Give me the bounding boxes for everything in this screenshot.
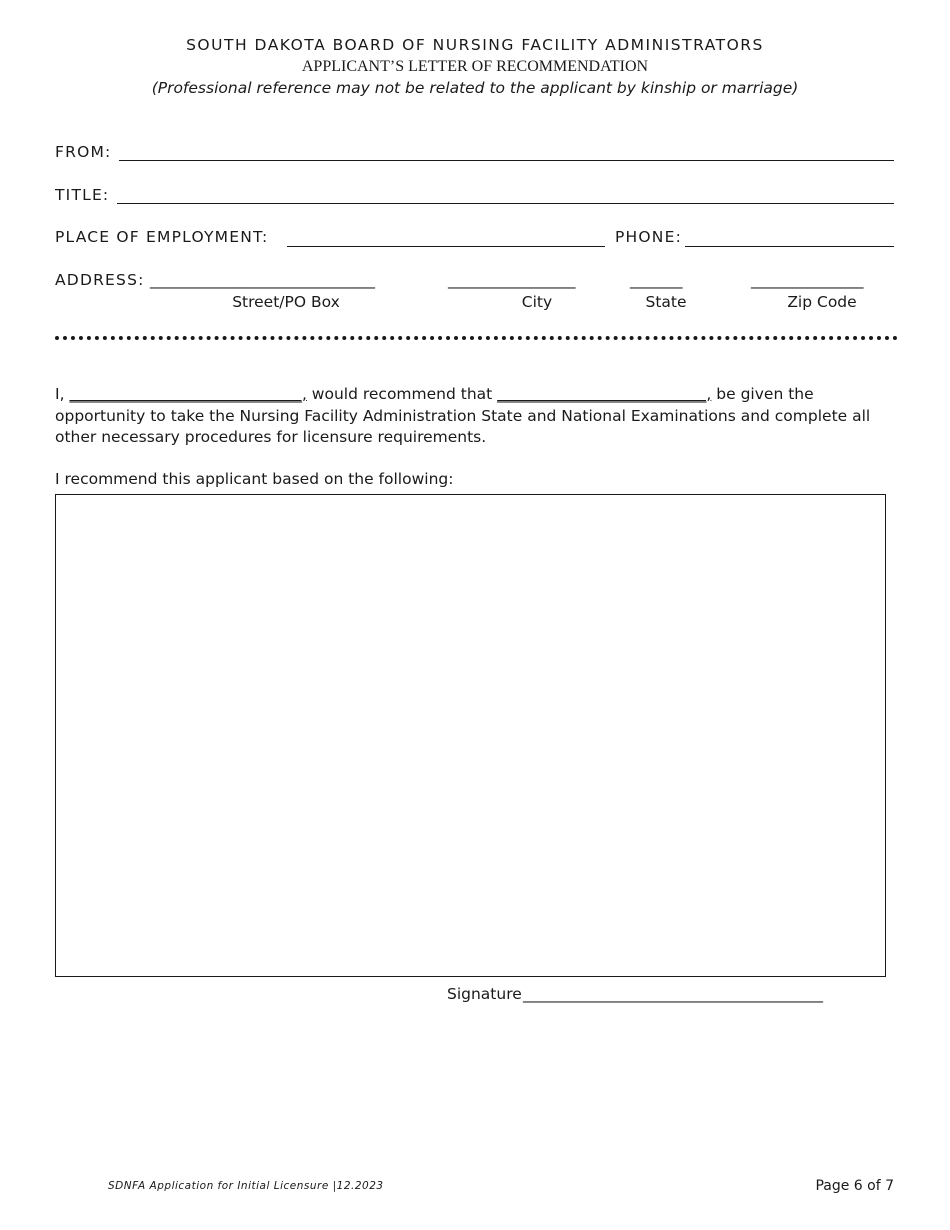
statement-text-2: would recommend that: [306, 385, 498, 403]
board-name: SOUTH DAKOTA BOARD OF NURSING FACILITY ADMINISTRATORS: [186, 36, 764, 54]
title-field[interactable]: [117, 203, 894, 204]
signature-field[interactable]: ________________________________________: [523, 985, 823, 1003]
footer-form-id: SDNFA Application for Initial Licensure |12.2023: [108, 1180, 384, 1192]
from-field[interactable]: [119, 160, 894, 161]
from-label: FROM:: [55, 143, 112, 161]
state-caption: State: [645, 293, 687, 311]
title-label: TITLE:: [55, 186, 110, 204]
recommender-name-blank[interactable]: ______________________________,: [69, 385, 307, 403]
state-field[interactable]: _______: [630, 271, 683, 289]
statement-text-3: be given the opportunity to take the Nursing Facility Administration State and National Examinations and complete all other necessary procedures for licensure requirements.: [55, 385, 871, 446]
form-title: APPLICANT’S LETTER OF RECOMMENDATION: [301, 58, 649, 75]
recommendation-statement: [55, 384, 905, 449]
applicant-name-blank[interactable]: ___________________________,: [497, 385, 712, 403]
phone-label: PHONE:: [615, 228, 683, 246]
page-number: Page 6 of 7: [815, 1178, 894, 1194]
address-label: ADDRESS:: [55, 271, 145, 289]
street-caption: Street/PO Box: [232, 293, 340, 311]
basis-label: I recommend this applicant based on the following:: [55, 470, 454, 488]
phone-field[interactable]: [685, 246, 894, 247]
employment-label: PLACE OF EMPLOYMENT:: [55, 228, 269, 246]
dotted-divider: [55, 336, 898, 340]
reference-note: (Professional reference may not be related to the applicant by kinship or marriage): [151, 79, 799, 97]
statement-text-1: I,: [55, 385, 70, 403]
street-field[interactable]: ______________________________: [150, 271, 375, 289]
city-caption: City: [521, 293, 553, 311]
employment-field[interactable]: [287, 246, 605, 247]
city-field[interactable]: _________________: [448, 271, 576, 289]
recommendation-textbox[interactable]: [55, 494, 886, 977]
signature-label: Signature: [447, 985, 522, 1003]
zip-field[interactable]: _______________: [751, 271, 864, 289]
zip-caption: Zip Code: [787, 293, 857, 311]
